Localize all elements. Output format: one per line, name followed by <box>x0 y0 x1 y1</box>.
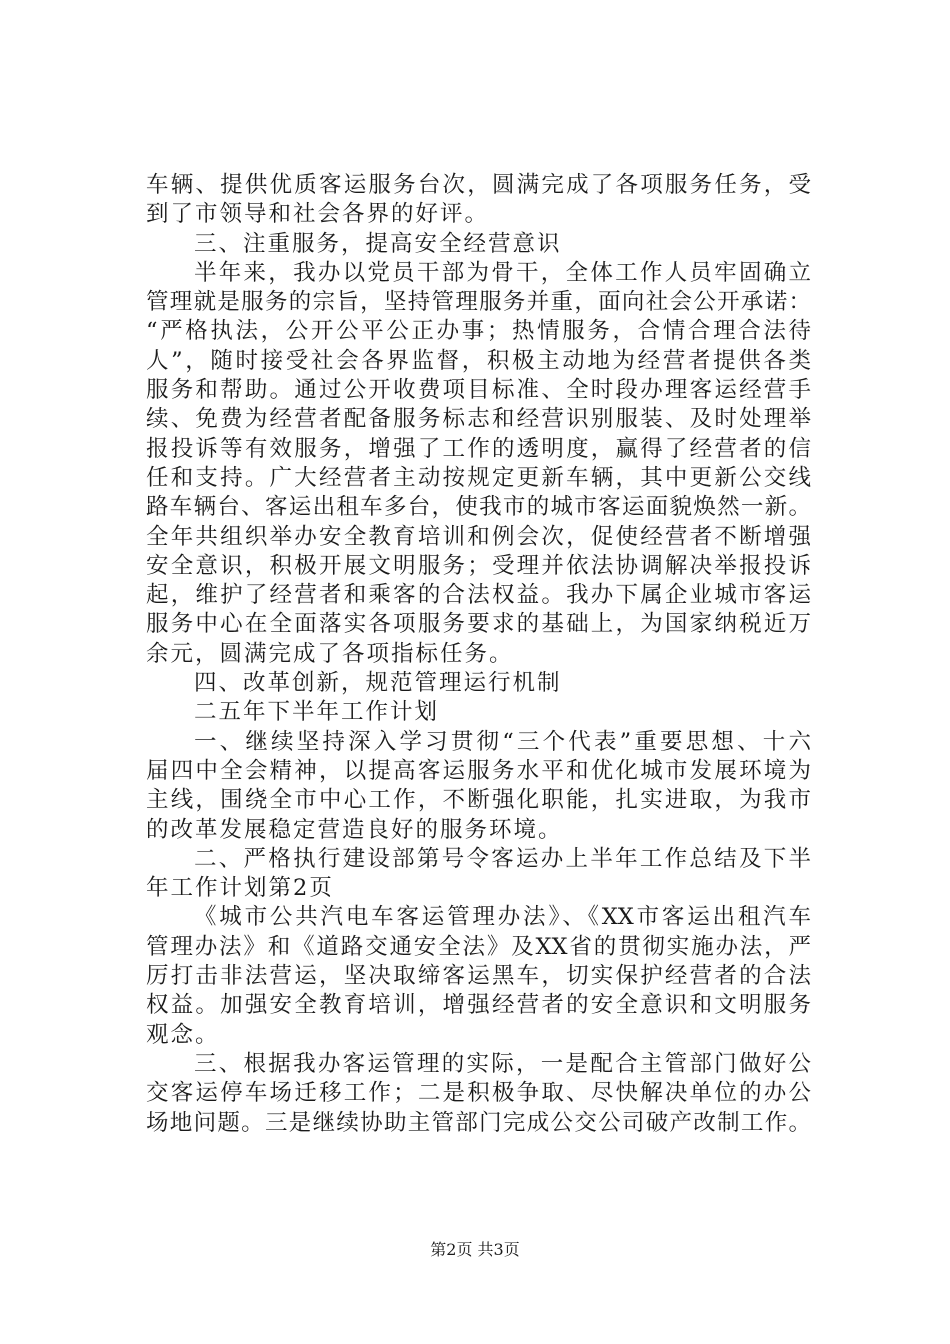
text-line: 服务和帮助。通过公开收费项目标准、全时段办理客运经营手 <box>146 377 811 404</box>
section-heading: 四、改革创新，规范管理运行机制 <box>194 670 562 697</box>
text-line: 余元，圆满完成了各项指标任务。 <box>146 640 514 667</box>
text-line: 到了市领导和社会各界的好评。 <box>146 201 490 228</box>
text-line: 三、根据我办客运管理的实际，一是配合主管部门做好公 <box>194 1050 811 1077</box>
text-line: 二、严格执行建设部第号令客运办上半年工作总结及下半 <box>194 845 811 872</box>
text-line: 半年来，我办以党员干部为骨干，全体工作人员牢固确立 <box>194 259 811 286</box>
text-line: 安全意识，积极开展文明服务；受理并依法协调解决举报投诉 <box>146 552 811 579</box>
page-number-label: 第2页 共3页 <box>430 1240 520 1259</box>
text-line: 交客运停车场迁移工作；二是积极争取、尽快解决单位的办公 <box>146 1080 811 1107</box>
text-line: 年工作计划第2页 <box>146 875 334 902</box>
text-line: 人”，随时接受社会各界监督，积极主动地为经营者提供各类 <box>146 347 811 374</box>
text-line: 起，维护了经营者和乘客的合法权益。我办下属企业城市客运 <box>146 582 811 609</box>
text-line: 权益。加强安全教育培训，增强经营者的安全意识和文明服务 <box>146 992 811 1019</box>
text-line: 《城市公共汽电车客运管理办法》、《XX市客运出租汽车 <box>194 904 811 931</box>
page-footer <box>0 1240 950 1260</box>
text-line: 路车辆台、客运出租车多台，使我市的城市客运面貌焕然一新。 <box>146 494 811 521</box>
text-line: 的改革发展稳定营造良好的服务环境。 <box>146 816 563 843</box>
text-line: 车辆、提供优质客运服务台次，圆满完成了各项服务任务，受 <box>146 172 811 198</box>
text-line: 主线，围绕全市中心工作，不断强化职能，扎实进取，为我市 <box>146 787 811 814</box>
text-line: “严格执法，公开公平公正办事；热情服务，合情合理合法待 <box>146 318 811 345</box>
text-line: 一、继续坚持深入学习贯彻“三个代表”重要思想、十六 <box>194 728 811 755</box>
text-line: 全年共组织举办安全教育培训和例会次，促使经营者不断增强 <box>146 523 811 550</box>
text-line: 厉打击非法营运，坚决取缔客运黑车，切实保护经营者的合法 <box>146 963 811 990</box>
text-line: 场地问题。三是继续协助主管部门完成公交公司破产改制工作。 <box>146 1109 811 1136</box>
text-line: 管理就是服务的宗旨，坚持管理服务并重，面向社会公开承诺： <box>146 289 811 316</box>
section-heading: 三、注重服务，提高安全经营意识 <box>194 230 562 257</box>
section-heading: 二五年下半年工作计划 <box>194 699 440 726</box>
text-line: 任和支持。广大经营者主动按规定更新车辆，其中更新公交线 <box>146 464 811 491</box>
text-line: 届四中全会精神，以提高客运服务水平和优化城市发展环境为 <box>146 757 811 784</box>
text-line: 观念。 <box>146 1021 220 1048</box>
text-line: 服务中心在全面落实各项服务要求的基础上，为国家纳税近万 <box>146 611 811 638</box>
document-body <box>146 171 811 1138</box>
text-line: 报投诉等有效服务，增强了工作的透明度，赢得了经营者的信 <box>146 435 811 462</box>
text-line: 管理办法》和《道路交通安全法》及XX省的贯彻实施办法，严 <box>146 933 811 960</box>
text-line: 续、免费为经营者配备服务标志和经营识别服装、及时处理举 <box>146 406 811 433</box>
